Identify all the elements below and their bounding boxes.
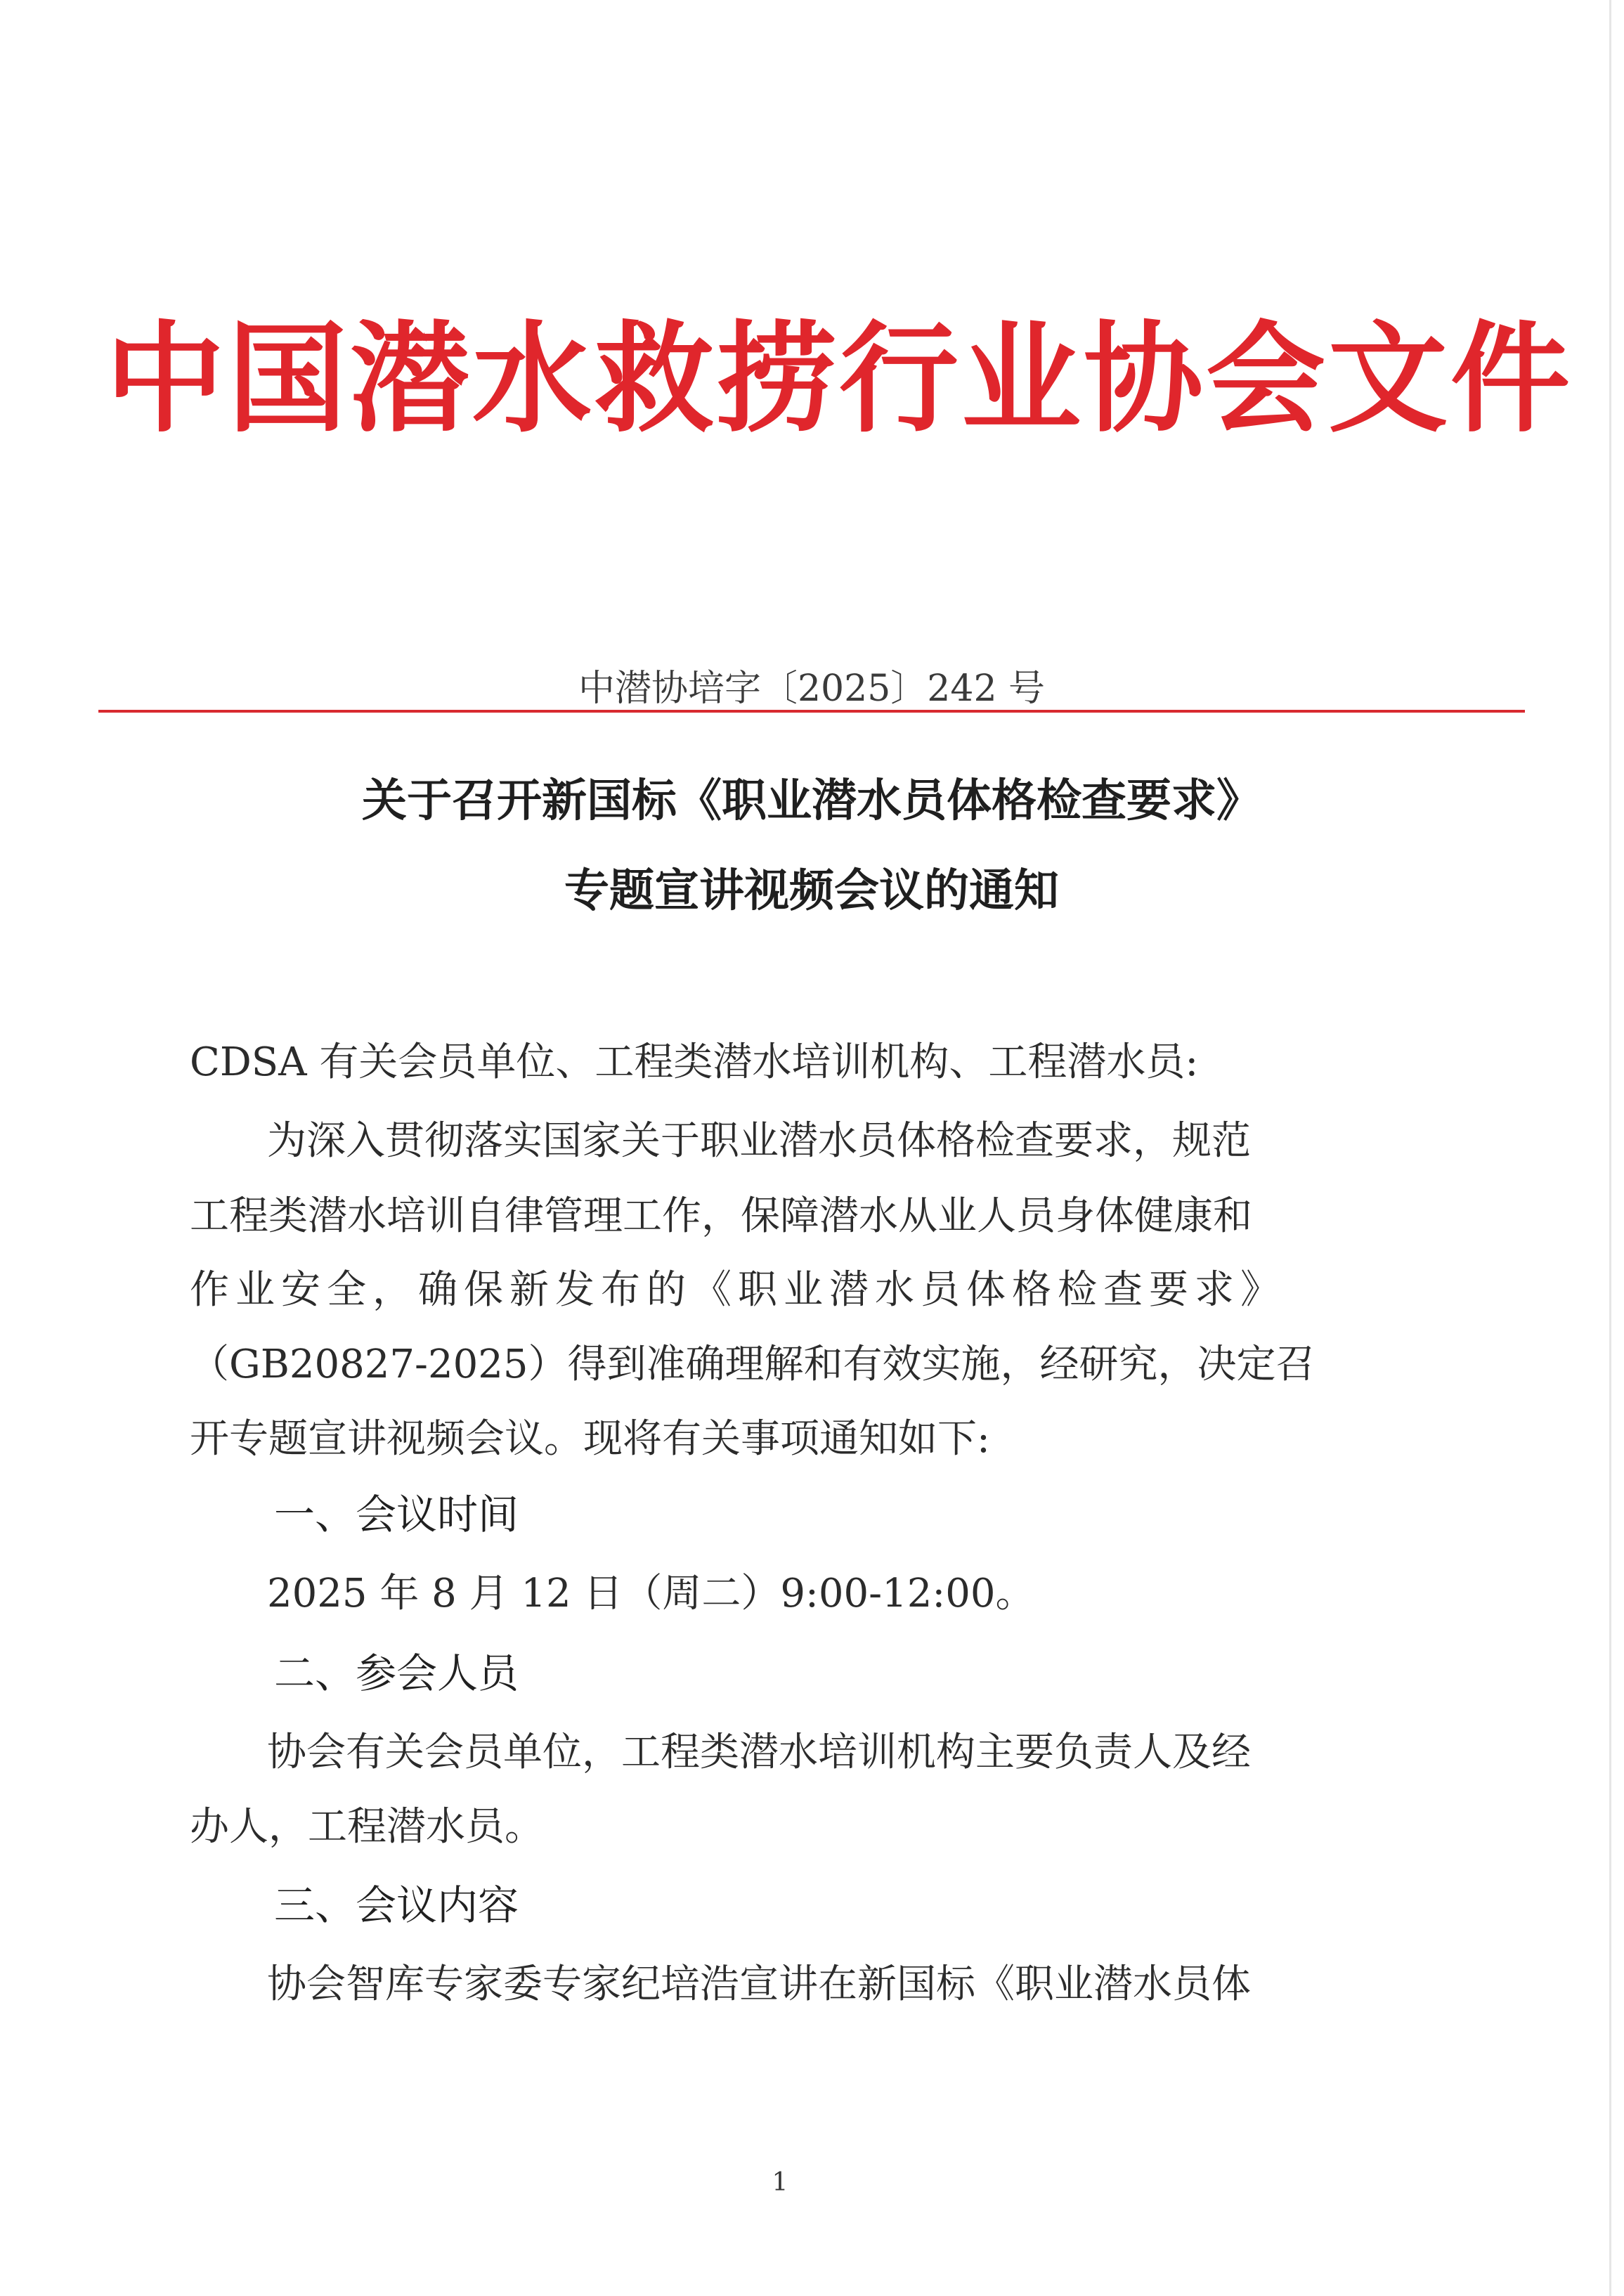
intro-line-2: 工程类潜水培训自律管理工作，保障潜水从业人员身体健康和 — [190, 1193, 1252, 1239]
attendees-line-1: 协会有关会员单位，工程类潜水培训机构主要负责人及经 — [267, 1730, 1251, 1775]
intro-line-5: 开专题宣讲视频会议。现将有关事项通知如下: — [190, 1416, 990, 1462]
page-number: 1 — [772, 2168, 788, 2197]
issuer-header-title: 中国潜水救捞行业协会文件 — [105, 310, 1573, 449]
section-heading-attendees: 二、参会人员 — [274, 1649, 519, 1697]
notice-title-line-1: 关于召开新国标《职业潜水员体格检查要求》 — [362, 775, 1261, 827]
intro-line-4: （GB20827-2025）得到准确理解和有效实施，经研究，决定召 — [190, 1342, 1316, 1387]
salutation: CDSA 有关会员单位、工程类潜水培训机构、工程潜水员: — [190, 1039, 1199, 1085]
meeting-time-text: 2025 年 8 月 12 日（周二）9:00-12:00。 — [267, 1571, 1035, 1616]
section-heading-content: 三、会议内容 — [274, 1881, 519, 1929]
intro-line-1: 为深入贯彻落实国家关于职业潜水员体格检查要求，规范 — [267, 1118, 1251, 1164]
document-number: 中潜协培字〔2025〕242 号 — [578, 668, 1046, 710]
attendees-line-2: 办人，工程潜水员。 — [190, 1804, 544, 1850]
scan-edge — [1609, 0, 1611, 2296]
content-line-1: 协会智库专家委专家纪培浩宣讲在新国标《职业潜水员体 — [267, 1961, 1251, 2007]
section-heading-meeting-time: 一、会议时间 — [274, 1491, 519, 1538]
intro-line-3: 作业安全，确保新发布的《职业潜水员体格检查要求》 — [190, 1267, 1286, 1313]
notice-title-line-2: 专题宣讲视频会议的通知 — [564, 865, 1059, 917]
red-divider-line — [98, 710, 1525, 713]
